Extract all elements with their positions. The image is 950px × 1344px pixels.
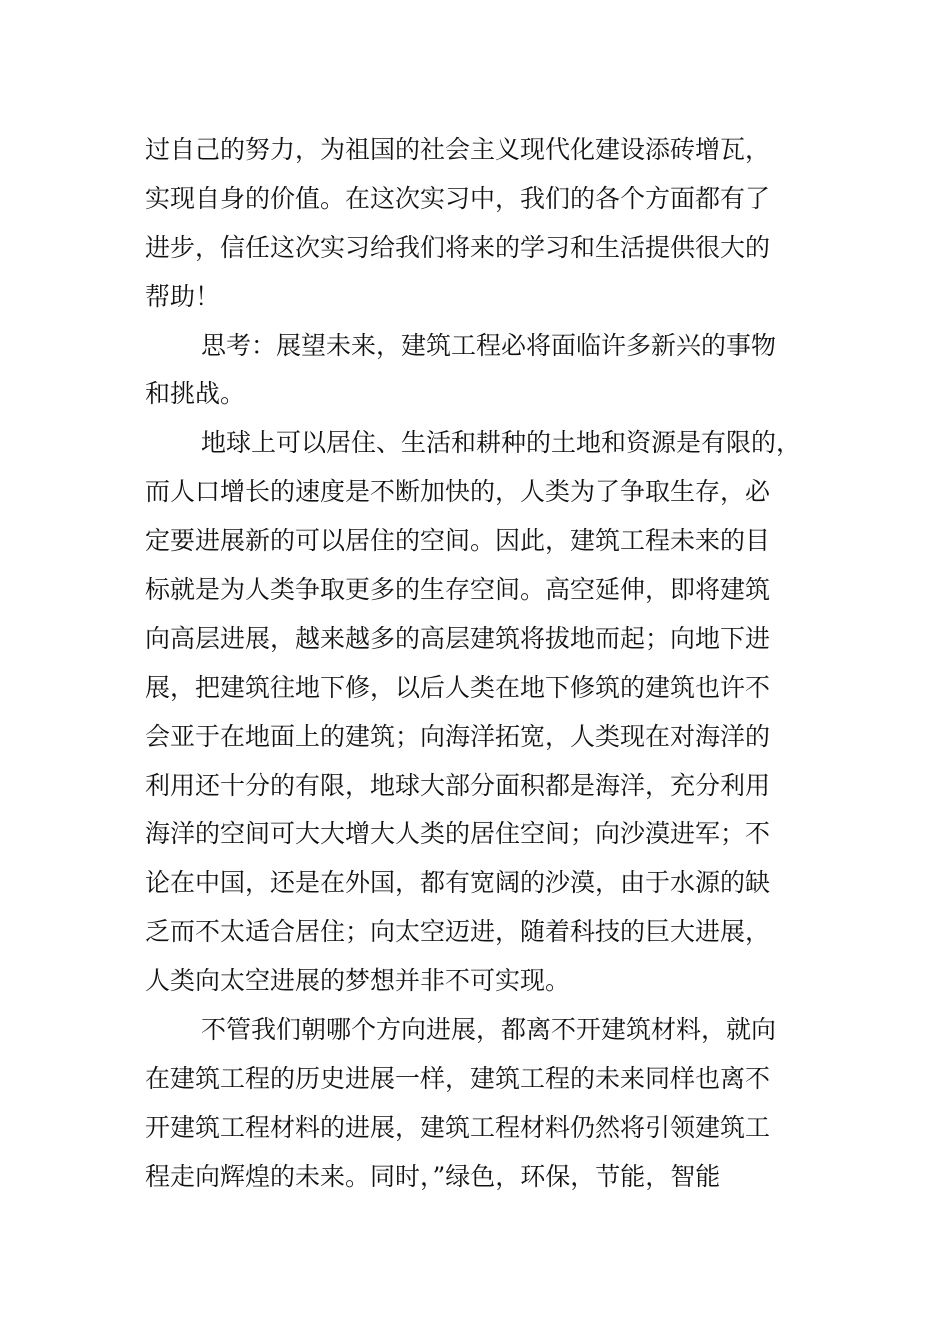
- text-line: 不管我们朝哪个方向进展，都离不开建筑材料，就向: [201, 1015, 777, 1045]
- text-line: 地球上可以居住、生活和耕种的土地和资源是有限的，: [201, 428, 802, 458]
- text-line: 开建筑工程材料的进展，建筑工程材料仍然将引领建筑工: [145, 1112, 771, 1142]
- text-line: 海洋的空间可大大增大人类的居住空间；向沙漠进军；不: [145, 819, 771, 849]
- text-line: 展，把建筑往地下修，以后人类在地下修筑的建筑也许不: [145, 672, 771, 702]
- text-line: 会亚于在地面上的建筑；向海洋拓宽，人类现在对海洋的: [145, 721, 771, 751]
- text-line: 过自己的努力，为祖国的社会主义现代化建设添砖增瓦，: [145, 135, 771, 164]
- text-line: 论在中国，还是在外国，都有宽阔的沙漠，由于水源的缺: [145, 868, 771, 898]
- text-line: 和挑战。: [145, 379, 246, 409]
- text-line: 在建筑工程的历史进展一样，建筑工程的未来同样也离不: [145, 1063, 771, 1093]
- text-line: 人类向太空进展的梦想并非不可实现。: [145, 966, 571, 996]
- text-line: 标就是为人类争取更多的生存空间。高空延伸，即将建筑: [145, 575, 771, 605]
- paragraph: [145, 1006, 815, 1202]
- paragraph: [145, 322, 815, 420]
- text-line: 程走向辉煌的未来。同时，”绿色，环保，节能，智能: [145, 1161, 721, 1191]
- text-line: 而人口增长的速度是不断加快的，人类为了争取生存，必: [145, 477, 771, 507]
- text-line: 向高层进展，越来越多的高层建筑将拔地而起；向地下进: [145, 623, 771, 653]
- paragraph: [145, 126, 815, 322]
- text-line: 帮助！: [145, 281, 221, 311]
- text-line: 定要进展新的可以居住的空间。因此，建筑工程未来的目: [145, 526, 771, 556]
- text-line: 思考：展望未来，建筑工程必将面临许多新兴的事物: [201, 330, 777, 360]
- body-text: [145, 126, 815, 1202]
- text-line: 乏而不太适合居住；向太空迈进，随着科技的巨大进展，: [145, 917, 771, 947]
- text-line: 利用还十分的有限，地球大部分面积都是海洋，充分利用: [145, 770, 771, 800]
- paragraph: [145, 419, 815, 1006]
- text-line: 实现自身的价值。在这次实习中，我们的各个方面都有了: [145, 183, 771, 213]
- text-line: 进步，信任这次实习给我们将来的学习和生活提供很大的: [145, 232, 771, 262]
